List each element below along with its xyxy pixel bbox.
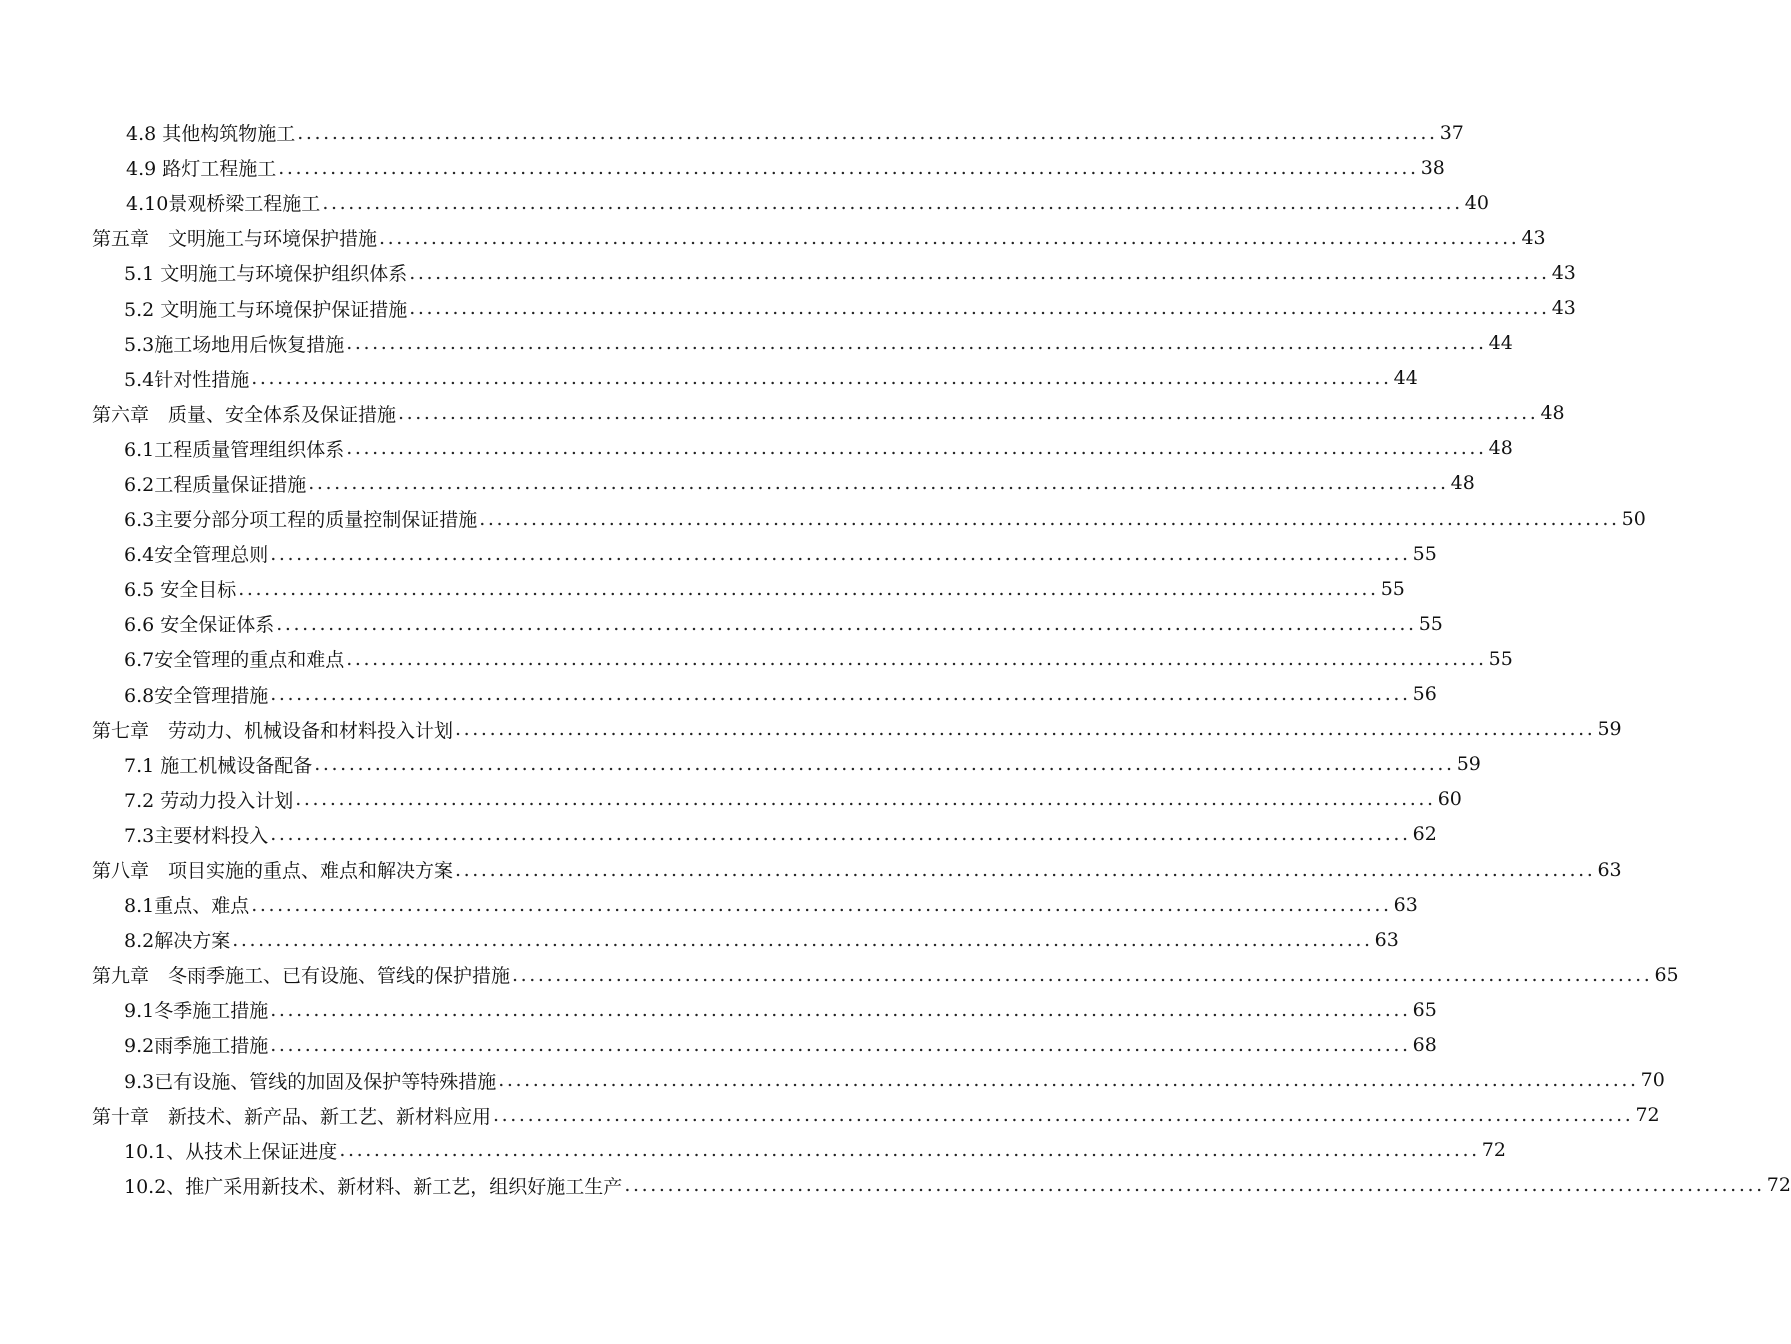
toc-entry-label: 8.1重点、难点 xyxy=(124,895,250,918)
toc-page-number: 48 xyxy=(1488,437,1513,460)
toc-page-number: 70 xyxy=(1640,1069,1665,1092)
toc-leader-dots: .................................................................................................................................... xyxy=(314,753,1455,776)
toc-entry-label: 6.8安全管理措施 xyxy=(124,684,269,707)
toc-section-entry xyxy=(92,817,1437,852)
toc-entry-label: 7.1 施工机械设备配备 xyxy=(124,754,313,777)
toc-page-number: 72 xyxy=(1635,1104,1660,1127)
toc-leader-dots: .................................................................................................................................... xyxy=(409,261,1550,284)
toc-section-entry xyxy=(92,922,1399,957)
toc-entry-label: 第九章 冬雨季施工、已有设施、管线的保护措施 xyxy=(92,965,511,988)
toc-leader-dots: .................................................................................................................................... xyxy=(270,683,1411,706)
toc-section-entry xyxy=(92,747,1481,782)
toc-section-entry xyxy=(92,606,1443,641)
toc-leader-dots: .................................................................................................................................... xyxy=(270,1033,1411,1056)
toc-leader-dots: .................................................................................................................................... xyxy=(398,402,1539,425)
toc-page-number: 55 xyxy=(1418,612,1443,635)
toc-entry-label: 5.2 文明施工与环境保护保证措施 xyxy=(124,298,408,321)
toc-page-number: 44 xyxy=(1488,332,1513,355)
toc-page-number: 65 xyxy=(1654,963,1679,986)
toc-section-entry xyxy=(92,361,1418,396)
toc-entry-label: 10.1、从技术上保证进度 xyxy=(124,1140,338,1163)
toc-section-entry xyxy=(92,115,1464,150)
toc-entry-label: 5.1 文明施工与环境保护组织体系 xyxy=(124,263,408,286)
toc-page-number: 72 xyxy=(1766,1174,1791,1197)
toc-leader-dots: .................................................................................................................................... xyxy=(270,823,1411,846)
toc-entry-label: 6.7安全管理的重点和难点 xyxy=(124,649,345,672)
toc-page-number: 43 xyxy=(1521,226,1546,249)
toc-leader-dots: .................................................................................................................................... xyxy=(278,156,1419,179)
toc-leader-dots: .................................................................................................................................... xyxy=(308,472,1449,495)
toc-chapter-entry xyxy=(92,1098,1660,1133)
toc-entry-label: 4.10景观桥梁工程施工 xyxy=(126,193,321,216)
toc-page-number: 56 xyxy=(1412,683,1437,706)
toc-entry-label: 6.3主要分部分项工程的质量控制保证措施 xyxy=(124,509,478,532)
toc-section-entry xyxy=(92,1027,1437,1062)
toc-page-number: 55 xyxy=(1380,577,1405,600)
toc-leader-dots: .................................................................................................................................... xyxy=(251,893,1392,916)
toc-entry-label: 9.2雨季施工措施 xyxy=(124,1035,269,1058)
toc-section-entry xyxy=(92,255,1576,290)
toc-page-number: 55 xyxy=(1412,542,1437,565)
toc-leader-dots: .................................................................................................................................... xyxy=(498,1069,1639,1092)
table-of-contents xyxy=(92,115,1791,1203)
toc-leader-dots: .................................................................................................................................... xyxy=(479,507,1620,530)
toc-leader-dots: .................................................................................................................................... xyxy=(276,612,1417,635)
toc-entry-label: 5.3施工场地用后恢复措施 xyxy=(124,333,345,356)
toc-section-entry xyxy=(92,887,1418,922)
toc-leader-dots: .................................................................................................................................... xyxy=(232,928,1373,951)
toc-page-number: 40 xyxy=(1464,191,1489,214)
toc-section-entry xyxy=(92,1133,1506,1168)
toc-leader-dots: .................................................................................................................................... xyxy=(624,1174,1765,1197)
toc-leader-dots: .................................................................................................................................... xyxy=(379,226,1520,249)
toc-page-number: 68 xyxy=(1412,1033,1437,1056)
toc-leader-dots: .................................................................................................................................... xyxy=(493,1104,1634,1127)
toc-page-number: 48 xyxy=(1540,402,1565,425)
toc-entry-label: 第六章 质量、安全体系及保证措施 xyxy=(92,403,397,426)
toc-section-entry xyxy=(92,1063,1665,1098)
toc-leader-dots: .................................................................................................................................... xyxy=(409,297,1550,320)
toc-section-entry xyxy=(92,1168,1791,1203)
toc-entry-label: 第八章 项目实施的重点、难点和解决方案 xyxy=(92,860,454,883)
toc-entry-label: 8.2解决方案 xyxy=(124,930,231,953)
toc-page-number: 37 xyxy=(1439,121,1464,144)
toc-section-entry xyxy=(92,536,1437,571)
toc-section-entry xyxy=(92,185,1489,220)
toc-entry-label: 6.6 安全保证体系 xyxy=(124,614,275,637)
toc-chapter-entry xyxy=(92,712,1622,747)
toc-chapter-entry xyxy=(92,220,1546,255)
toc-leader-dots: .................................................................................................................................... xyxy=(297,121,1438,144)
toc-leader-dots: .................................................................................................................................... xyxy=(346,647,1487,670)
toc-leader-dots: .................................................................................................................................... xyxy=(346,332,1487,355)
toc-entry-label: 6.4安全管理总则 xyxy=(124,544,269,567)
toc-entry-label: 5.4针对性措施 xyxy=(124,368,250,391)
toc-page-number: 43 xyxy=(1551,261,1576,284)
toc-entry-label: 4.8 其他构筑物施工 xyxy=(126,123,296,146)
toc-entry-label: 4.9 路灯工程施工 xyxy=(126,158,277,181)
toc-section-entry xyxy=(92,466,1475,501)
toc-page-number: 65 xyxy=(1412,998,1437,1021)
toc-section-entry xyxy=(92,326,1513,361)
toc-leader-dots: .................................................................................................................................... xyxy=(270,998,1411,1021)
toc-leader-dots: .................................................................................................................................... xyxy=(339,1139,1480,1162)
toc-page-number: 59 xyxy=(1456,753,1481,776)
toc-chapter-entry xyxy=(92,852,1622,887)
toc-entry-label: 第七章 劳动力、机械设备和材料投入计划 xyxy=(92,719,454,742)
toc-leader-dots: .................................................................................................................................... xyxy=(270,542,1411,565)
toc-page-number: 60 xyxy=(1437,788,1462,811)
toc-entry-label: 9.1冬季施工措施 xyxy=(124,1000,269,1023)
toc-page-number: 72 xyxy=(1481,1139,1506,1162)
toc-page-number: 50 xyxy=(1621,507,1646,530)
toc-page-number: 44 xyxy=(1393,367,1418,390)
toc-leader-dots: .................................................................................................................................... xyxy=(251,367,1392,390)
toc-page-number: 38 xyxy=(1420,156,1445,179)
toc-leader-dots: .................................................................................................................................... xyxy=(322,191,1463,214)
toc-leader-dots: .................................................................................................................................... xyxy=(455,718,1596,741)
toc-entry-label: 6.2工程质量保证措施 xyxy=(124,473,307,496)
toc-page-number: 63 xyxy=(1374,928,1399,951)
toc-section-entry xyxy=(92,641,1513,676)
toc-page-number: 59 xyxy=(1597,718,1622,741)
toc-section-entry xyxy=(92,150,1445,185)
toc-section-entry xyxy=(92,501,1646,536)
toc-entry-label: 10.2、推广采用新技术、新材料、新工艺，组织好施工生产 xyxy=(124,1175,623,1198)
toc-entry-label: 6.1工程质量管理组织体系 xyxy=(124,438,345,461)
toc-section-entry xyxy=(92,677,1437,712)
toc-leader-dots: .................................................................................................................................... xyxy=(238,577,1379,600)
toc-section-entry xyxy=(92,290,1576,325)
toc-page-number: 63 xyxy=(1597,858,1622,881)
toc-entry-label: 第十章 新技术、新产品、新工艺、新材料应用 xyxy=(92,1105,492,1128)
toc-leader-dots: .................................................................................................................................... xyxy=(455,858,1596,881)
toc-section-entry xyxy=(92,431,1513,466)
toc-page-number: 63 xyxy=(1393,893,1418,916)
toc-leader-dots: .................................................................................................................................... xyxy=(346,437,1487,460)
toc-entry-label: 9.3已有设施、管线的加固及保护等特殊措施 xyxy=(124,1070,497,1093)
toc-chapter-entry xyxy=(92,957,1679,992)
toc-page-number: 43 xyxy=(1551,297,1576,320)
toc-page-number: 48 xyxy=(1450,472,1475,495)
toc-leader-dots: .................................................................................................................................... xyxy=(512,963,1653,986)
toc-entry-label: 6.5 安全目标 xyxy=(124,579,237,602)
toc-chapter-entry xyxy=(92,396,1565,431)
toc-section-entry xyxy=(92,782,1462,817)
toc-page-number: 62 xyxy=(1412,823,1437,846)
toc-section-entry xyxy=(92,571,1405,606)
toc-section-entry xyxy=(92,992,1437,1027)
toc-leader-dots: .................................................................................................................................... xyxy=(295,788,1436,811)
toc-entry-label: 7.2 劳动力投入计划 xyxy=(124,789,294,812)
toc-entry-label: 第五章 文明施工与环境保护措施 xyxy=(92,228,378,251)
toc-entry-label: 7.3主要材料投入 xyxy=(124,824,269,847)
toc-page-number: 55 xyxy=(1488,647,1513,670)
